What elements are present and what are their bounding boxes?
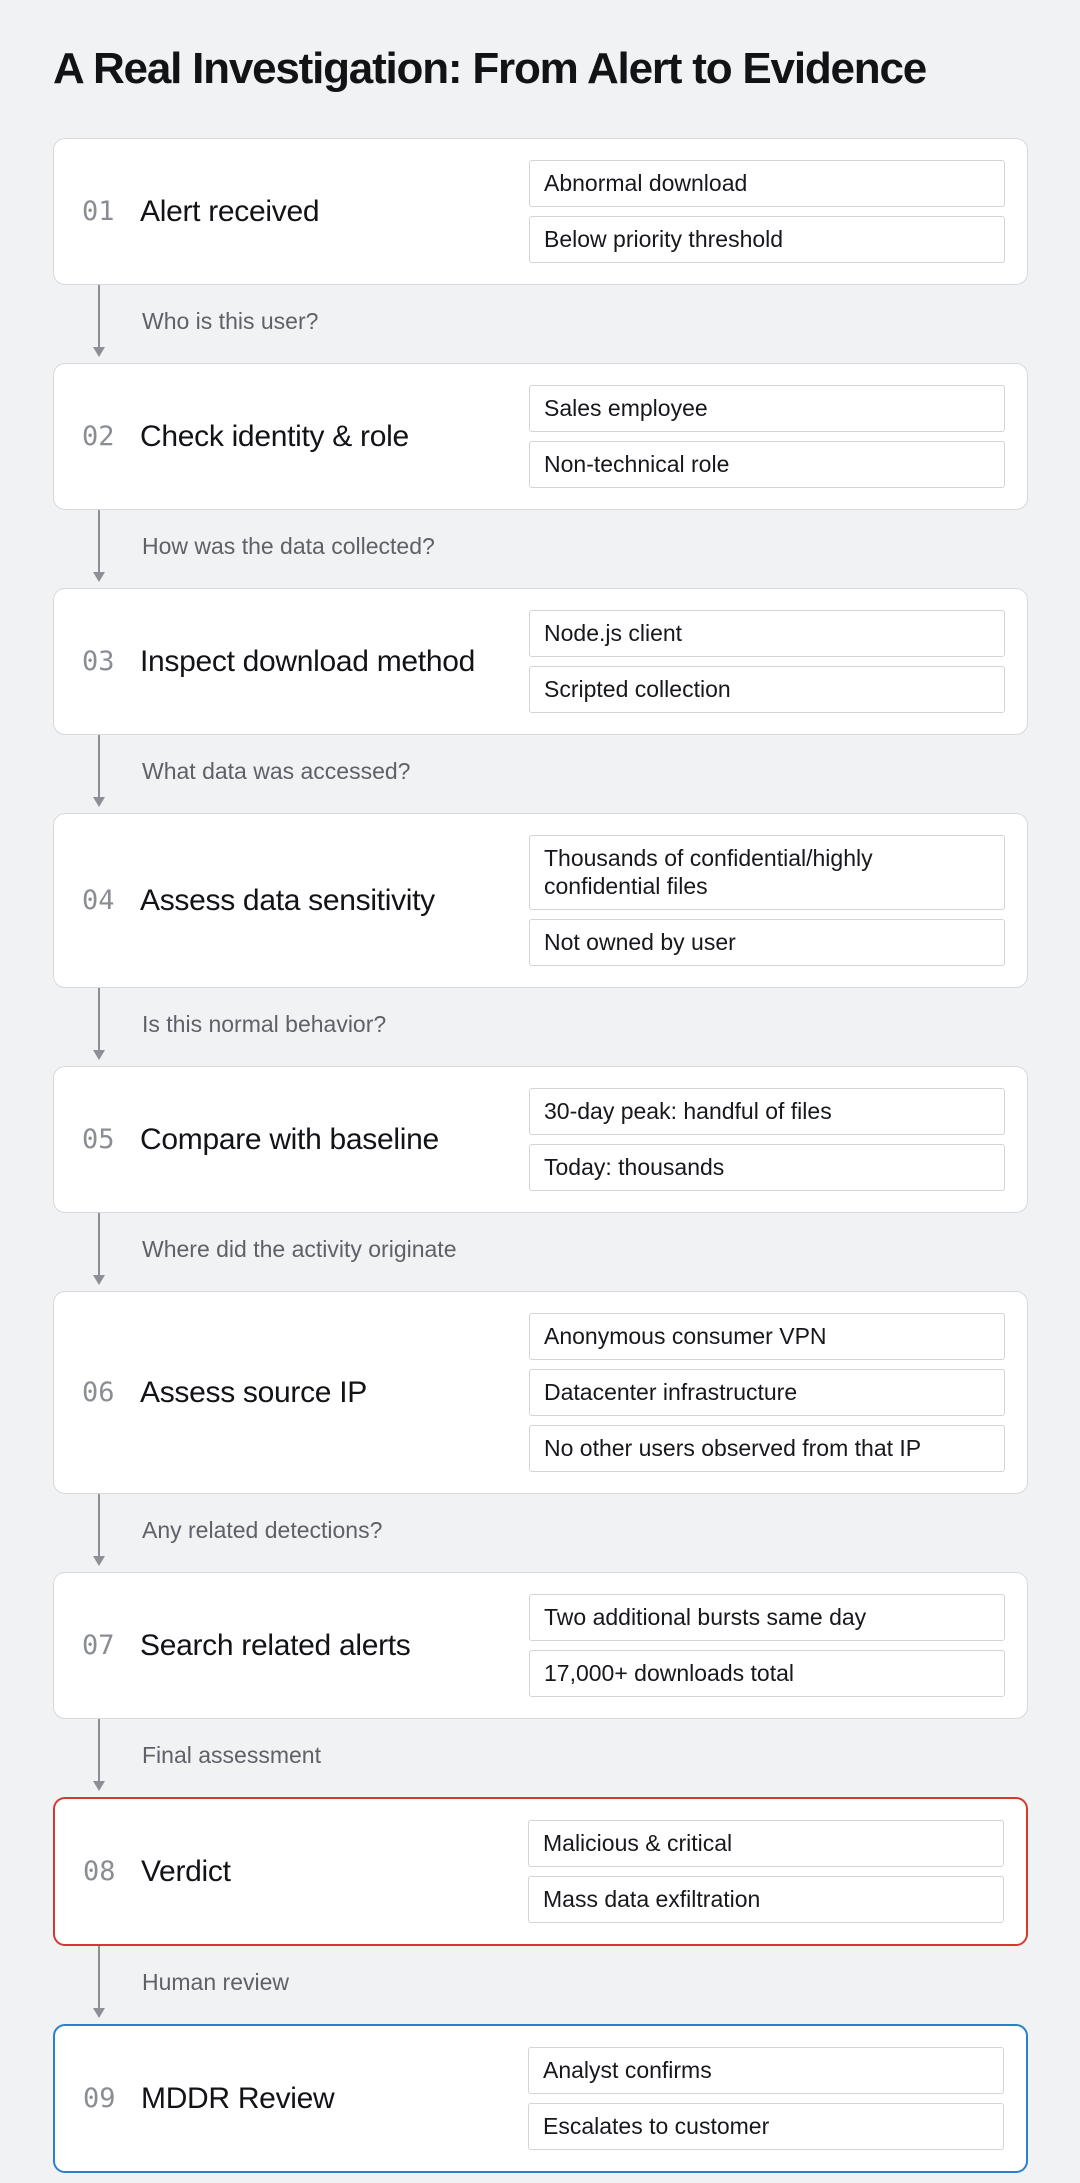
step-card-alert-received [53, 138, 1028, 285]
step-facts [529, 610, 1005, 713]
fact-box: Escalates to customer [528, 2103, 1004, 2150]
step-facts [529, 160, 1005, 263]
step-number: 02 [82, 421, 115, 452]
step-card-verdict [53, 1797, 1028, 1946]
step-title: Assess source IP [140, 1375, 367, 1409]
fact-box: Anonymous consumer VPN [529, 1313, 1005, 1360]
connector-question: Is this normal behavior? [142, 1011, 387, 1037]
step-number: 07 [82, 1630, 115, 1661]
flow-connector [53, 1494, 1028, 1572]
fact-box: Non-technical role [529, 441, 1005, 488]
fact-box: Mass data exfiltration [528, 1876, 1004, 1923]
fact-box: No other users observed from that IP [529, 1425, 1005, 1472]
step-number: 03 [82, 646, 115, 677]
step-number: 05 [82, 1124, 115, 1155]
arrow-down-icon [93, 572, 105, 582]
fact-box: Below priority threshold [529, 216, 1005, 263]
step-title: Inspect download method [140, 644, 475, 678]
fact-box: Today: thousands [529, 1144, 1005, 1191]
connector-line [98, 1494, 100, 1557]
flow-connector [53, 510, 1028, 588]
arrow-down-icon [93, 797, 105, 807]
step-card-related-alerts [53, 1572, 1028, 1719]
step-card-inspect-download [53, 588, 1028, 735]
step-title: Check identity & role [140, 419, 409, 453]
fact-box: 17,000+ downloads total [529, 1650, 1005, 1697]
step-facts [529, 835, 1005, 966]
step-card-compare-baseline [53, 1066, 1028, 1213]
step-number: 01 [82, 196, 115, 227]
connector-line [98, 1946, 100, 2009]
flow-connector [53, 1719, 1028, 1797]
step-number: 08 [83, 1856, 116, 1887]
arrow-down-icon [93, 1275, 105, 1285]
connector-question: Human review [142, 1969, 289, 1995]
step-number: 09 [83, 2083, 116, 2114]
step-title: Compare with baseline [140, 1122, 439, 1156]
step-title: Verdict [141, 1854, 231, 1888]
step-title: MDDR Review [141, 2081, 335, 2115]
arrow-down-icon [93, 1050, 105, 1060]
fact-box: Analyst confirms [528, 2047, 1004, 2094]
fact-box: Not owned by user [529, 919, 1005, 966]
connector-question: What data was accessed? [142, 758, 411, 784]
fact-box: Abnormal download [529, 160, 1005, 207]
fact-box: 30-day peak: handful of files [529, 1088, 1005, 1135]
arrow-down-icon [93, 1781, 105, 1791]
connector-question: How was the data collected? [142, 533, 435, 559]
fact-box: Datacenter infrastructure [529, 1369, 1005, 1416]
connector-line [98, 988, 100, 1051]
step-number: 04 [82, 885, 115, 916]
step-facts [529, 1313, 1005, 1472]
step-number: 06 [82, 1377, 115, 1408]
connector-line [98, 510, 100, 573]
investigation-flow [53, 138, 1028, 2173]
connector-line [98, 1719, 100, 1782]
fact-box: Two additional bursts same day [529, 1594, 1005, 1641]
arrow-down-icon [93, 2008, 105, 2018]
flow-connector [53, 988, 1028, 1066]
flow-connector [53, 1213, 1028, 1291]
arrow-down-icon [93, 347, 105, 357]
page-title: A Real Investigation: From Alert to Evidence [53, 44, 927, 93]
connector-question: Any related detections? [142, 1517, 383, 1543]
step-facts [528, 1820, 1004, 1923]
step-card-mddr-review [53, 2024, 1028, 2173]
arrow-down-icon [93, 1556, 105, 1566]
fact-box: Sales employee [529, 385, 1005, 432]
flow-connector [53, 735, 1028, 813]
step-title: Search related alerts [140, 1628, 411, 1662]
flow-connector [53, 1946, 1028, 2024]
step-facts [529, 385, 1005, 488]
fact-box: Malicious & critical [528, 1820, 1004, 1867]
step-title: Alert received [140, 194, 320, 228]
fact-box: Thousands of confidential/highly confidential files [529, 835, 1005, 910]
step-title: Assess data sensitivity [140, 883, 435, 917]
connector-question: Who is this user? [142, 308, 319, 334]
connector-line [98, 735, 100, 798]
step-facts [529, 1088, 1005, 1191]
step-card-data-sensitivity [53, 813, 1028, 988]
connector-line [98, 1213, 100, 1276]
step-facts [529, 1594, 1005, 1697]
step-card-check-identity [53, 363, 1028, 510]
fact-box: Node.js client [529, 610, 1005, 657]
step-facts [528, 2047, 1004, 2150]
flow-connector [53, 285, 1028, 363]
fact-box: Scripted collection [529, 666, 1005, 713]
connector-line [98, 285, 100, 348]
connector-question: Final assessment [142, 1742, 321, 1768]
connector-question: Where did the activity originate [142, 1236, 457, 1262]
step-card-source-ip [53, 1291, 1028, 1494]
